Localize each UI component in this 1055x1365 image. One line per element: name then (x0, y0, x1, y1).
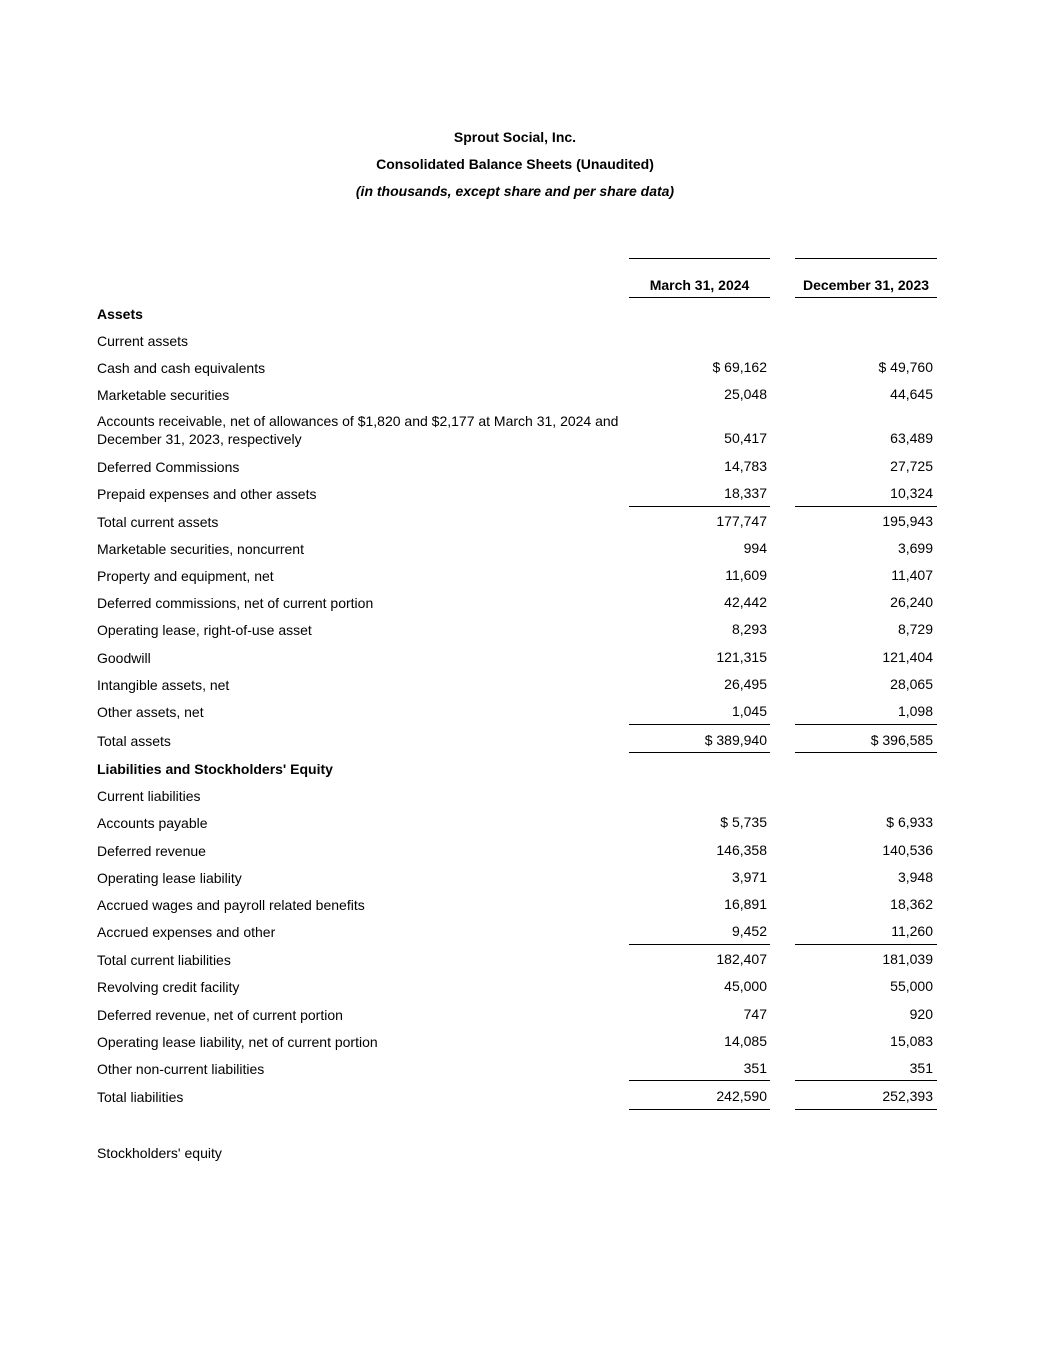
row-value-march: 14,085 (724, 1033, 767, 1049)
total-rule (629, 752, 770, 753)
total-rule (795, 752, 937, 753)
row-label: Cash and cash equivalents (97, 360, 266, 376)
row-value-december: 27,725 (890, 458, 933, 474)
row-label-total-liabilities: Total liabilities (97, 1089, 184, 1105)
row-value-march: 182,407 (716, 951, 767, 967)
row-value-march: 242,590 (716, 1088, 767, 1104)
section-liabilities-equity: Liabilities and Stockholders' Equity (97, 761, 333, 777)
row-value-december: 55,000 (890, 978, 933, 994)
row-label: Revolving credit facility (97, 979, 240, 995)
row-value-march: 45,000 (724, 978, 767, 994)
row-label: Accrued wages and payroll related benefits (97, 897, 365, 913)
subsection-stockholders-equity: Stockholders' equity (97, 1145, 222, 1161)
column-header-underline (629, 297, 770, 298)
row-value-march: 3,971 (731, 869, 767, 885)
column-top-rule (795, 258, 937, 259)
row-value-december: 11,260 (891, 923, 933, 939)
statement-units: (in thousands, except share and per share data) (355, 183, 675, 199)
row-label: Goodwill (97, 650, 151, 666)
subsection-current-liabilities: Current liabilities (97, 788, 201, 804)
subtotal-rule (795, 944, 937, 945)
row-label-continued: December 31, 2023, respectively (97, 431, 302, 447)
row-label: Prepaid expenses and other assets (97, 486, 317, 502)
row-value-december: 44,645 (890, 386, 933, 402)
row-label: Operating lease liability (97, 870, 242, 886)
row-value-december: 252,393 (882, 1088, 933, 1104)
row-label: Deferred revenue (97, 843, 206, 859)
company-name: Sprout Social, Inc. (453, 129, 577, 145)
row-value-march: 146,358 (716, 842, 767, 858)
section-assets: Assets (97, 306, 143, 322)
row-label: Accounts receivable, net of allowances of $1,820 and $2,177 at March 31, 2024 and (97, 413, 619, 429)
row-value-december: $ 49,760 (878, 359, 933, 375)
row-value-december: 195,943 (882, 513, 933, 529)
row-label: Other non-current liabilities (97, 1061, 265, 1077)
row-value-december: 18,362 (890, 896, 933, 912)
row-label: Marketable securities (97, 387, 230, 403)
row-value-march: $ 69,162 (712, 359, 767, 375)
row-value-december: 10,324 (890, 485, 933, 501)
statement-title: Consolidated Balance Sheets (Unaudited) (376, 156, 654, 172)
row-value-december: 28,065 (890, 676, 933, 692)
row-value-december: 3,948 (897, 869, 933, 885)
column-top-rule (629, 258, 770, 259)
row-value-march: $ 5,735 (720, 814, 767, 830)
row-value-march: 26,495 (724, 676, 767, 692)
row-label: Other assets, net (97, 704, 204, 720)
row-value-december: 140,536 (882, 842, 933, 858)
total-rule (795, 1109, 937, 1110)
row-label: Deferred commissions, net of current portion (97, 595, 374, 611)
subtotal-rule (629, 1080, 770, 1081)
row-value-march: 177,747 (716, 513, 767, 529)
row-label: Operating lease, right-of-use asset (97, 622, 312, 638)
row-label: Intangible assets, net (97, 677, 230, 693)
subsection-current-assets: Current assets (97, 333, 189, 349)
column-header-underline (795, 297, 937, 298)
subtotal-rule (795, 506, 937, 507)
subtotal-rule (629, 944, 770, 945)
total-rule (629, 1109, 770, 1110)
row-value-march: 14,783 (724, 458, 767, 474)
row-value-december: 3,699 (897, 540, 933, 556)
row-value-march: 9,452 (731, 923, 767, 939)
row-value-march: 18,337 (724, 485, 767, 501)
row-value-march: 25,048 (724, 386, 767, 402)
row-value-march: 121,315 (716, 649, 767, 665)
row-value-march: 1,045 (731, 703, 767, 719)
row-value-december: 121,404 (882, 649, 933, 665)
subtotal-rule (795, 1080, 937, 1081)
row-value-december: 11,407 (891, 567, 933, 583)
column-header-december-2023: December 31, 2023 (802, 277, 930, 293)
row-value-december: 15,083 (890, 1033, 933, 1049)
row-label: Property and equipment, net (97, 568, 274, 584)
row-value-december: 63,489 (890, 430, 933, 446)
row-value-march: 351 (743, 1060, 767, 1076)
row-label: Accounts payable (97, 815, 208, 831)
row-value-march: $ 389,940 (704, 732, 767, 748)
row-value-march: 994 (743, 540, 767, 556)
row-value-december: $ 6,933 (886, 814, 933, 830)
row-label-total-assets: Total assets (97, 733, 171, 749)
row-value-december: 8,729 (897, 621, 933, 637)
row-value-december: 351 (909, 1060, 933, 1076)
row-value-march: 8,293 (731, 621, 767, 637)
row-label: Deferred revenue, net of current portion (97, 1007, 343, 1023)
row-label: Operating lease liability, net of current portion (97, 1034, 378, 1050)
subtotal-rule (629, 506, 770, 507)
row-label: Deferred Commissions (97, 459, 240, 475)
row-value-march: 11,609 (725, 567, 767, 583)
row-label-total-current-liabilities: Total current liabilities (97, 952, 231, 968)
row-value-march: 50,417 (724, 430, 767, 446)
subtotal-rule (795, 724, 937, 725)
row-value-december: 181,039 (882, 951, 933, 967)
row-value-march: 16,891 (724, 896, 767, 912)
column-header-march-2024: March 31, 2024 (649, 277, 750, 293)
row-value-december: 26,240 (890, 594, 933, 610)
row-label-total-current-assets: Total current assets (97, 514, 219, 530)
row-label: Marketable securities, noncurrent (97, 541, 304, 557)
row-value-december: 1,098 (897, 703, 933, 719)
subtotal-rule (629, 724, 770, 725)
row-label: Accrued expenses and other (97, 924, 276, 940)
row-value-december: $ 396,585 (870, 732, 933, 748)
row-value-march: 42,442 (724, 594, 767, 610)
row-value-december: 920 (909, 1006, 933, 1022)
row-value-march: 747 (743, 1006, 767, 1022)
